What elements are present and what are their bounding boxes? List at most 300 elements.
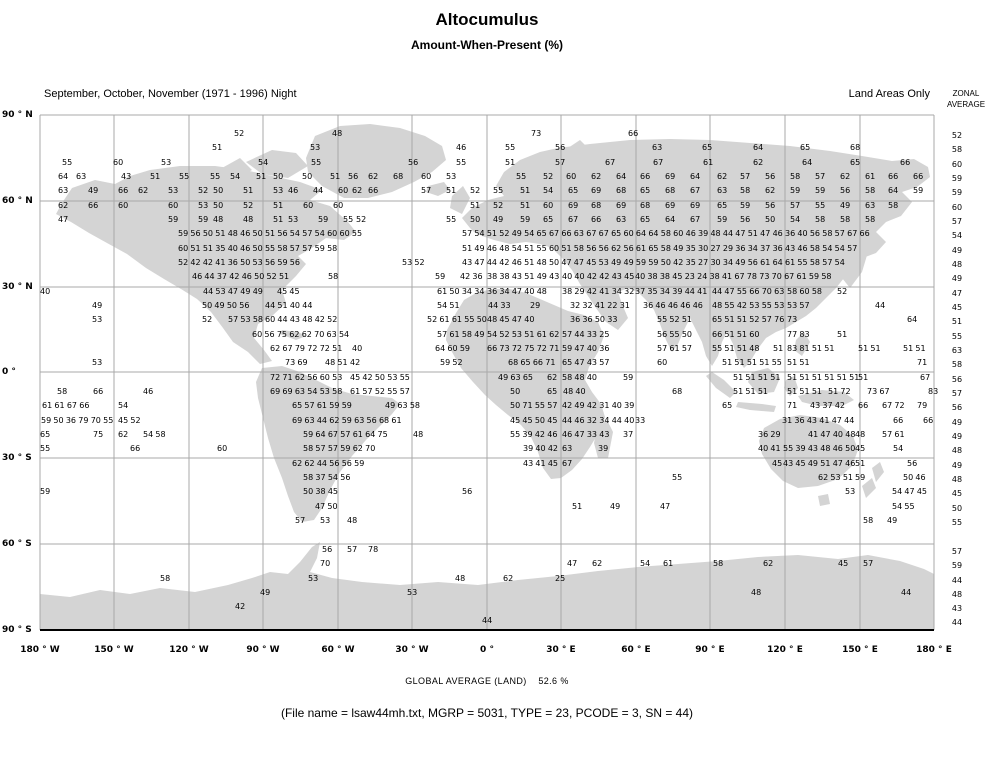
grid-value-run: 56 [907,459,918,468]
grid-value-run: 58 [865,215,876,224]
grid-value-run: 64 [616,172,627,181]
latitude-tick-label: 90 ° N [2,110,33,120]
grid-value-run: 61 [865,172,876,181]
grid-value-run: 37 [623,430,634,439]
grid-value-run: 65 [702,143,713,152]
grid-value-run: 59 [855,473,866,482]
grid-value-run: 67 [653,158,664,167]
grid-value-run: 60 44 43 48 42 52 [265,315,338,324]
grid-value-run: 46 [288,186,299,195]
grid-value-run: 69 [616,201,627,210]
zonal-average-value: 48 [951,446,963,455]
grid-value-run: 51 72 [828,387,851,396]
grid-value-run: 59 [790,186,801,195]
grid-value-run: 83 [928,387,939,396]
grid-value-run: 51 [446,186,457,195]
grid-value-run: 70 [320,559,331,568]
grid-value-run: 47 [58,215,69,224]
grid-value-run: 53 [288,215,299,224]
grid-value-run: 56 [408,158,419,167]
global-average-label: GLOBAL AVERAGE (LAND) [405,676,527,686]
grid-value-run: 54 58 [143,430,166,439]
longitude-tick-label: 30 ° E [546,645,576,655]
grid-value-run: 55 39 42 46 [510,430,558,439]
grid-value-run: 51 51 51 51 55 [722,358,782,367]
latitude-tick-label: 60 ° N [2,196,33,206]
grid-value-run: 45 45 [277,287,300,296]
grid-value-run: 64 [58,172,69,181]
grid-value-run: 55 [505,143,516,152]
grid-value-run: 66 [893,416,904,425]
grid-value-run: 64 [753,143,764,152]
page-subtitle: Amount-When-Present (%) [411,38,563,52]
grid-value-run: 48 40 [563,387,586,396]
grid-value-run: 48 [455,574,466,583]
grid-value-run: 59 [40,487,51,496]
grid-value-run: 47 50 [315,502,338,511]
grid-value-run: 51 [243,186,254,195]
longitude-tick-label: 120 ° W [169,645,209,655]
grid-value-run: 51 51 51 51 [733,373,781,382]
grid-value-run: 65 [547,387,558,396]
grid-value-run: 57 [421,186,432,195]
grid-value-run: 75 [93,430,104,439]
grid-value-run: 51 [858,373,869,382]
grid-value-run: 51 [572,502,583,511]
grid-value-run: 73 [787,315,798,324]
grid-value-run: 58 [863,516,874,525]
grid-value-run: 29 [530,301,541,310]
grid-value-run: 51 [837,330,848,339]
longitude-tick-label: 150 ° W [94,645,134,655]
grid-value-run: 65 51 51 52 57 76 [712,315,785,324]
grid-value-run: 59 64 67 57 61 64 75 [303,430,388,439]
grid-value-run: 59 [740,201,751,210]
grid-value-run: 57 [555,158,566,167]
grid-value-run: 48 [855,430,866,439]
grid-value-run: 65 [40,430,51,439]
grid-value-run: 78 [368,545,379,554]
grid-value-run: 49 [260,588,271,597]
grid-value-run: 65 [722,401,733,410]
grid-value-run: 60 [118,201,129,210]
grid-value-run: 73 [531,129,542,138]
grid-value-run: 66 [130,444,141,453]
grid-value-run: 65 [543,215,554,224]
grid-value-run: 53 [310,143,321,152]
grid-value-run: 67 [562,459,573,468]
grid-value-run: 51 [520,201,531,210]
grid-value-run: 65 57 61 59 59 [292,401,352,410]
grid-value-run: 54 55 [892,502,915,511]
grid-value-run: 50 [302,172,313,181]
grid-value-run: 66 [900,158,911,167]
grid-value-run: 43 41 45 [523,459,559,468]
longitude-tick-label: 180 ° E [916,645,952,655]
grid-value-run: 45 [855,444,866,453]
zonal-average-value: 45 [951,303,963,312]
grid-value-run: 58 [713,559,724,568]
grid-value-run: 52 [234,129,245,138]
grid-value-run: 53 [320,516,331,525]
grid-value-run: 58 [57,387,68,396]
longitude-tick-label: 60 ° W [321,645,355,655]
grid-value-run: 58 [815,215,826,224]
grid-value-run: 44 33 [488,301,511,310]
grid-value-run: 36 46 46 46 46 [643,301,703,310]
grid-value-run: 51 51 51 [787,387,823,396]
grid-value-run: 49 [92,301,103,310]
zonal-average-value: 50 [951,504,963,513]
zonal-average-value: 48 [951,260,963,269]
grid-value-run: 56 55 50 [657,330,693,339]
grid-value-run: 57 61 57 [657,344,693,353]
grid-value-run: 68 [665,186,676,195]
grid-value-run: 58 [160,574,171,583]
latitude-tick-label: 30 ° S [2,453,32,463]
zonal-average-value: 49 [951,418,963,427]
zonal-average-value: 55 [951,518,963,527]
grid-value-run: 55 [62,158,73,167]
grid-value-run: 52 [837,287,848,296]
zonal-average-value: 49 [951,432,963,441]
grid-value-run: 53 [273,186,284,195]
grid-value-run: 57 54 51 52 49 54 65 67 66 63 67 67 65 60 64 64 58 60 46 39 48 44 47 51 47 46 36 40 56 58 57 67 66 [462,229,870,238]
grid-value-run: 65 [717,201,728,210]
grid-value-run: 53 [92,358,103,367]
grid-value-run: 56 [555,143,566,152]
grid-value-run: 59 56 50 51 48 46 50 51 56 54 57 54 60 60 55 [178,229,363,238]
grid-value-run: 55 39 43 48 46 50 [783,444,856,453]
global-average-line [0,676,974,686]
grid-value-run: 53 [92,315,103,324]
grid-value-run: 66 [118,186,129,195]
grid-value-run: 55 [456,158,467,167]
longitude-tick-label: 90 ° E [695,645,725,655]
grid-value-run: 45 42 50 53 55 [350,373,410,382]
grid-value-run: 49 [840,201,851,210]
grid-value-run: 49 63 65 [498,373,534,382]
zonal-header-line1: ZONAL [952,89,980,98]
grid-value-run: 54 [230,172,241,181]
grid-value-run: 49 [610,502,621,511]
grid-value-run: 59 47 40 36 [562,344,610,353]
grid-value-run: 52 [202,315,213,324]
grid-value-run: 55 [446,215,457,224]
grid-value-run: 58 [328,272,339,281]
grid-value-run: 61 [663,559,674,568]
grid-value-run: 60 [543,201,554,210]
grid-value-run: 58 57 57 59 62 70 [303,444,376,453]
grid-value-run: 53 52 [402,258,425,267]
grid-value-run: 40 38 38 45 23 24 38 41 67 78 73 70 67 61 59 58 [635,272,832,281]
grid-value-run: 51 [505,158,516,167]
grid-value-run: 60 [657,358,668,367]
grid-value-run: 62 [58,201,69,210]
grid-value-run: 58 37 54 56 [303,473,351,482]
zonal-average-value: 57 [951,217,963,226]
zonal-average-value: 44 [951,576,963,585]
grid-value-run: 64 [802,158,813,167]
zonal-average-value: 52 [951,131,963,140]
grid-value-run: 77 83 [787,330,810,339]
global-average-value: 52.6 % [538,676,569,686]
grid-value-run: 55 [40,444,51,453]
grid-value-run: 53 [407,588,418,597]
grid-value-run: 46 44 37 42 46 50 52 51 [192,272,290,281]
grid-value-run: 56 [765,201,776,210]
grid-value-run: 60 [333,201,344,210]
grid-value-run: 64 60 59 [435,344,471,353]
grid-value-run: 71 [917,358,928,367]
zonal-average-value: 57 [951,389,963,398]
grid-value-run: 48 [347,516,358,525]
zonal-average-value: 56 [951,403,963,412]
zonal-average-value: 59 [951,561,963,570]
grid-value-run: 48 [332,129,343,138]
grid-value-run: 54 [640,559,651,568]
grid-value-run: 57 [790,201,801,210]
grid-value-run: 51 [273,215,284,224]
grid-value-run: 55 51 51 48 [712,344,760,353]
grid-value-run: 62 [765,186,776,195]
grid-value-run: 63 [616,215,627,224]
zonal-average-value: 54 [951,231,963,240]
grid-value-run: 49 63 58 [385,401,421,410]
grid-value-run: 65 [568,186,579,195]
grid-value-run: 31 36 43 41 47 44 [782,416,855,425]
grid-value-run: 53 [168,186,179,195]
grid-value-run: 54 47 45 [892,487,928,496]
file-info-line: (File name = lsaw44mh.txt, MGRP = 5031, TYPE = 23, PCODE = 3, SN = 44) [280,706,694,720]
grid-value-run: 68 [393,172,404,181]
grid-value-run: 65 [640,215,651,224]
zonal-average-value: 49 [951,274,963,283]
grid-value-run: 66 [628,129,639,138]
grid-value-run: 66 [888,172,899,181]
grid-value-run: 51 51 [858,344,881,353]
grid-value-run: 56 [740,215,751,224]
grid-value-run: 64 [665,215,676,224]
grid-value-run: 36 34 47 40 48 [487,287,547,296]
grid-value-run: 58 60 58 [787,287,823,296]
grid-value-run: 57 [347,545,358,554]
grid-value-run: 53 [308,574,319,583]
grid-value-run: 50 38 45 [303,487,339,496]
longitude-tick-label: 150 ° E [842,645,878,655]
grid-value-run: 69 [568,201,579,210]
grid-value-run: 51 [773,344,784,353]
grid-value-run: 66 [88,201,99,210]
grid-value-run: 67 [568,215,579,224]
grid-value-run: 57 61 58 49 [437,330,485,339]
grid-value-run: 58 [865,186,876,195]
grid-value-run: 65 47 43 57 [562,358,610,367]
grid-value-run: 48 45 47 40 [487,315,535,324]
grid-value-run: 64 [907,315,918,324]
grid-value-run: 62 [591,172,602,181]
grid-value-run: 48 51 [325,358,348,367]
latitude-tick-label: 60 ° S [2,539,32,549]
grid-value-run: 53 [845,487,856,496]
grid-value-run: 42 36 [460,272,483,281]
grid-value-run: 51 51 51 51 51 51 [787,373,860,382]
grid-value-run: 69 [665,201,676,210]
grid-value-run: 66 [591,215,602,224]
grid-value-run: 51 [273,201,284,210]
longitude-tick-label: 90 ° W [246,645,280,655]
grid-value-run: 50 [470,215,481,224]
grid-value-run: 60 [421,172,432,181]
grid-value-run: 51 51 [787,358,810,367]
grid-value-run: 60 [217,444,228,453]
grid-value-run: 50 71 55 57 [510,401,558,410]
grid-value-run: 63 [562,444,573,453]
grid-value-run: 52 61 61 55 50 [427,315,487,324]
grid-value-run: 59 [198,215,209,224]
grid-value-run: 51 51 [903,344,926,353]
zonal-average-value: 63 [951,346,963,355]
grid-value-run: 25 [555,574,566,583]
grid-value-run: 59 50 36 79 70 55 [41,416,114,425]
grid-value-run: 49 [88,186,99,195]
grid-value-run: 69 [665,172,676,181]
grid-value-run: 57 61 [882,430,905,439]
grid-value-run: 59 [623,373,634,382]
grid-value-run: 57 53 58 [228,315,264,324]
grid-value-run: 57 [863,559,874,568]
grid-value-run: 62 67 79 72 72 51 [270,344,343,353]
grid-value-run: 63 [58,186,69,195]
grid-value-run: 36 36 50 33 [570,315,618,324]
grid-value-run: 50 [273,172,284,181]
grid-value-run: 52 [470,186,481,195]
grid-value-run: 69 [690,201,701,210]
grid-value-run: 62 [717,172,728,181]
zonal-header-line2: AVERAGE [946,100,986,109]
grid-value-run: 53 [446,172,457,181]
grid-value-run: 62 [368,172,379,181]
grid-value-run: 36 29 [758,430,781,439]
grid-value-run: 47 [567,559,578,568]
zonal-average-value: 60 [951,160,963,169]
grid-value-run: 59 [717,215,728,224]
grid-value-run: 50 46 [903,473,926,482]
zonal-average-value: 60 [951,203,963,212]
longitude-tick-label: 180 ° W [20,645,60,655]
grid-value-run: 66 [93,387,104,396]
grid-value-run: 50 [213,201,224,210]
grid-value-run: 61 57 52 55 57 [350,387,410,396]
grid-value-run: 44 [875,301,886,310]
grid-value-run: 62 [138,186,149,195]
grid-value-run: 58 [888,201,899,210]
grid-value-run: 68 65 66 71 [508,358,556,367]
grid-value-run: 59 [520,215,531,224]
grid-value-run: 62 53 51 [818,473,854,482]
latitude-tick-label: 0 ° [2,367,16,377]
grid-value-run: 59 [168,215,179,224]
grid-value-run: 40 [40,287,51,296]
grid-value-run: 51 [520,186,531,195]
grid-value-run: 62 [592,559,603,568]
grid-value-run: 43 37 42 [810,401,846,410]
grid-value-run: 48 [413,430,424,439]
grid-value-run: 56 [840,186,851,195]
grid-value-run: 44 [482,616,493,625]
grid-value-run: 46 [143,387,154,396]
grid-value-run: 52 [243,201,254,210]
grid-value-run: 42 [235,602,246,611]
grid-value-run: 52 42 42 41 36 50 53 56 59 56 [178,258,300,267]
grid-value-run: 57 [815,172,826,181]
grid-value-run: 57 [295,516,306,525]
grid-value-run: 51 49 46 48 54 51 55 60 51 58 56 56 62 56 61 65 58 49 35 30 27 29 36 34 37 36 43 46 58 54 54 57 [462,244,858,253]
grid-value-run: 54 [543,186,554,195]
grid-value-run: 43 [121,172,132,181]
zonal-average-value: 45 [951,489,963,498]
grid-value-run: 61 50 34 34 [437,287,485,296]
grid-value-run: 60 56 75 62 62 70 63 54 [252,330,350,339]
grid-value-run: 64 [888,186,899,195]
grid-value-run: 67 72 [882,401,905,410]
grid-value-run: 55 [343,215,354,224]
grid-value-run: 54 52 53 51 61 62 [487,330,560,339]
grid-value-run: 32 32 41 22 31 [570,301,630,310]
grid-value-run: 43 45 49 51 47 46 [783,459,856,468]
zonal-average-value: 59 [951,188,963,197]
grid-value-run: 73 67 [867,387,890,396]
grid-value-run: 54 [118,401,129,410]
zonal-average-value: 55 [951,332,963,341]
grid-value-run: 55 [210,172,221,181]
grid-value-run: 50 [510,387,521,396]
grid-value-run: 51 [212,143,223,152]
coverage-label: Land Areas Only [848,88,930,100]
grid-value-run: 44 [313,186,324,195]
grid-value-run: 40 40 42 42 43 45 [562,272,635,281]
grid-value-run: 56 [765,172,776,181]
grid-value-run: 48 55 42 53 55 53 [712,301,785,310]
grid-value-run: 52 [198,186,209,195]
grid-value-run: 66 [913,172,924,181]
grid-value-run: 59 [435,272,446,281]
grid-value-run: 71 [787,401,798,410]
grid-value-run: 66 51 51 60 [712,330,760,339]
grid-value-run: 49 [493,215,504,224]
grid-value-run: 68 [850,143,861,152]
grid-value-run: 54 51 [437,301,460,310]
grid-value-run: 45 52 [118,416,141,425]
grid-value-run: 60 [303,201,314,210]
grid-value-run: 45 [838,559,849,568]
grid-value-run: 72 71 62 56 60 53 [270,373,343,382]
grid-value-run: 65 [640,186,651,195]
grid-value-run: 55 [516,172,527,181]
grid-value-run: 60 [113,158,124,167]
grid-value-run: 53 [161,158,172,167]
grid-value-run: 67 [605,158,616,167]
grid-value-run: 55 [311,158,322,167]
grid-value-run: 61 [703,158,714,167]
longitude-tick-label: 0 ° [480,645,494,655]
zonal-average-value: 57 [951,547,963,556]
grid-value-run: 42 [350,358,361,367]
grid-value-run: 59 [913,186,924,195]
grid-value-run: 45 45 50 45 [510,416,558,425]
grid-value-run: 66 [640,172,651,181]
zonal-average-value: 44 [951,618,963,627]
